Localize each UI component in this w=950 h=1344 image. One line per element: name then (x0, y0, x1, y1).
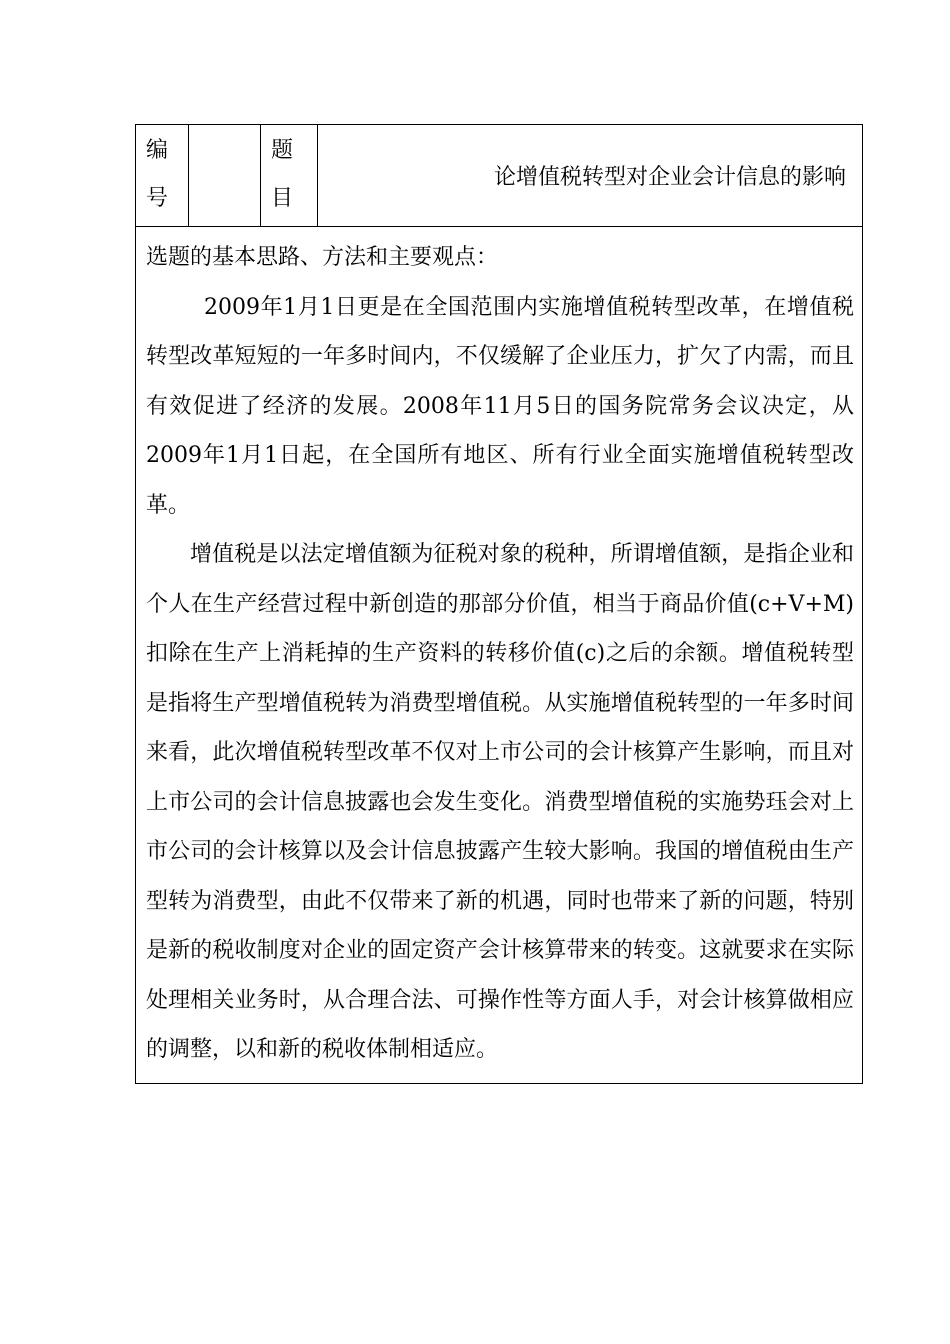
number-label-char-1: 编 (146, 138, 169, 163)
body-row (136, 227, 863, 1084)
topic-label-cell (261, 125, 318, 227)
proposal-form-table (135, 124, 863, 1084)
topic-title: 论增值税转型对企业会计信息的影响 (318, 125, 863, 227)
topic-label-char-2: 目 (271, 186, 294, 211)
number-label-cell (136, 125, 189, 227)
section-heading: 选题的基本思路、方法和主要观点： (146, 245, 499, 270)
number-label-char-2: 号 (146, 186, 169, 211)
body-cell (136, 227, 863, 1084)
body-paragraph-1: 2009年1月1日更是在全国范围内实施增值税转型改革，在增值税转型改革短短的一年多时间内，不仅缓解了企业压力，扩欠了内需，而且有效促进了经济的发展。2008年11月5日的国务院常务会议决定，从2009年1月1日起，在全国所有地区、所有行业全面实施增值税转型改革。 (146, 294, 854, 518)
topic-label-char-1: 题 (271, 138, 294, 163)
number-value-cell (189, 125, 261, 227)
header-row (136, 125, 863, 227)
body-paragraph-2: 增值税是以法定增值额为征税对象的税种，所谓增值额，是指企业和个人在生产经营过程中新创造的那部分价值，相当于商品价值(c+V+M)扣除在生产上消耗掉的生产资料的转移价值(c)之后的余额。增值税转型是指将生产型增值税转为消费型增值税。从实施增值税转型的一年多时间来看，此次增值税转型改革不仅对上市公司的会计核算产生影响，而且对上市公司的会计信息披露也会发生变化。消费型增值税的实施势珏会对上市公司的会计核算以及会计信息披露产生较大影响。我国的增值税由生产型转为消费型，由此不仅带来了新的机遇，同时也带来了新的问题，特别是新的税收制度对企业的固定资产会计核算带来的转变。这就要求在实际处理相关业务时，从合理合法、可操作性等方面人手，对会计核算做相应的调整，以和新的税收体制相适应。 (146, 542, 854, 1062)
